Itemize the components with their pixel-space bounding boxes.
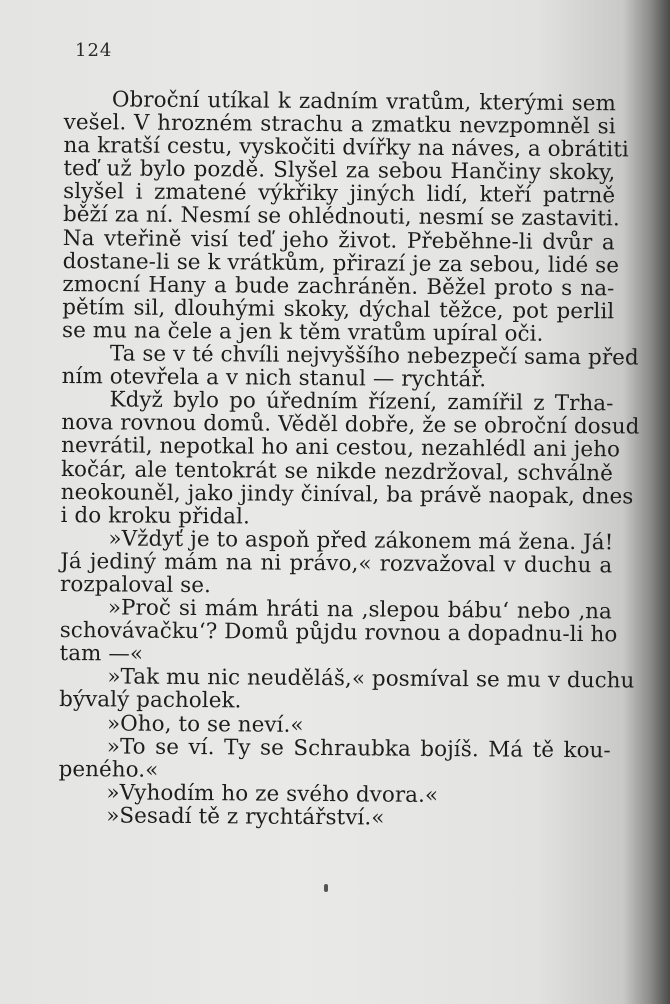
text-line: tam —« xyxy=(59,641,144,667)
ink-mark xyxy=(324,884,328,892)
body-text xyxy=(58,87,640,831)
text-line: slyšel i zmatené výkřiky jiných lidí, kteří patrně xyxy=(63,179,616,209)
text-line: Na vteřině visí teď jeho život. Přeběhne-li dvůr a xyxy=(62,225,615,255)
text-line: ním otevřela a v nich stanul — rychtář. xyxy=(61,364,487,393)
text-line: se mu na čele a jen k těm vratům upíral oči. xyxy=(61,317,544,347)
text-line: »To se ví. Ty se Schraubka bojíš. Má tě kou- xyxy=(106,733,611,763)
text-line: kočár, ale tentokrát se nikde nezdržoval, schválně xyxy=(60,456,614,486)
text-line: »Oho, to se neví.« xyxy=(106,710,304,738)
text-line: »Vždyť je to aspoň před zákonem má žena. Já! xyxy=(108,526,614,556)
text-line: nevrátil, nepotkal ho ani cestou, nezahlédl ani jeho xyxy=(61,433,621,463)
text-line: Obroční utíkal k zadním vratům, kterými sem xyxy=(111,87,616,117)
text-line: i do kroku přidal. xyxy=(60,502,251,530)
text-line: rozpaloval se. xyxy=(60,571,212,599)
text-line: »Sesadí tě z rychtářství.« xyxy=(106,803,385,831)
text-line: Když bylo po úředním řízení, zamířil z Trha- xyxy=(109,387,614,417)
text-line: zmocní Hany a bude zachráněn. Běžel proto s na- xyxy=(62,271,615,302)
text-line: schovávačku‘? Domů půjdu rovnou a dopadnu-li ho xyxy=(59,618,618,648)
text-line: nova rovnou domů. Věděl dobře, že se obroční dosud xyxy=(61,410,640,440)
text-line: vešel. V hrozném strachu a zmatku nevzpomněl si xyxy=(63,110,616,140)
text-line: teď už bylo pozdě. Slyšel za sebou Hančiny skoky, xyxy=(63,156,616,186)
text-line: neokouněl, jako jindy činíval, ba právě naopak, dnes xyxy=(60,479,634,510)
text-line: dostane-li se k vrátkům, přirazí je za sebou, lidé se xyxy=(62,248,620,279)
text-line: Já jediný mám na ni právo,« rozvažoval v duchu a xyxy=(60,548,613,579)
text-line: Ta se v té chvíli nejvyššího nebezpečí sama před xyxy=(109,341,639,371)
text-line: »Tak mu nic neuděláš,« posmíval se mu v duchu xyxy=(107,664,635,694)
text-line: pětím sil, dlouhými skoky, dýchal těžce, pot perlil xyxy=(62,294,615,325)
text-line: na kratší cestu, vyskočiti dvířky na náves, a obrátiti xyxy=(63,133,629,163)
text-line: peného.« xyxy=(58,756,159,783)
text-line: »Vyhodím ho ze svého dvora.« xyxy=(106,780,439,808)
text-line: »Proč si mám hráti na ‚slepou bábu‘ nebo ‚na xyxy=(107,595,613,625)
page-number: 124 xyxy=(75,40,113,61)
text-line: bývalý pacholek. xyxy=(59,687,242,714)
text-line: běží za ní. Nesmí se ohlédnouti, nesmí se zastaviti. xyxy=(62,202,620,232)
